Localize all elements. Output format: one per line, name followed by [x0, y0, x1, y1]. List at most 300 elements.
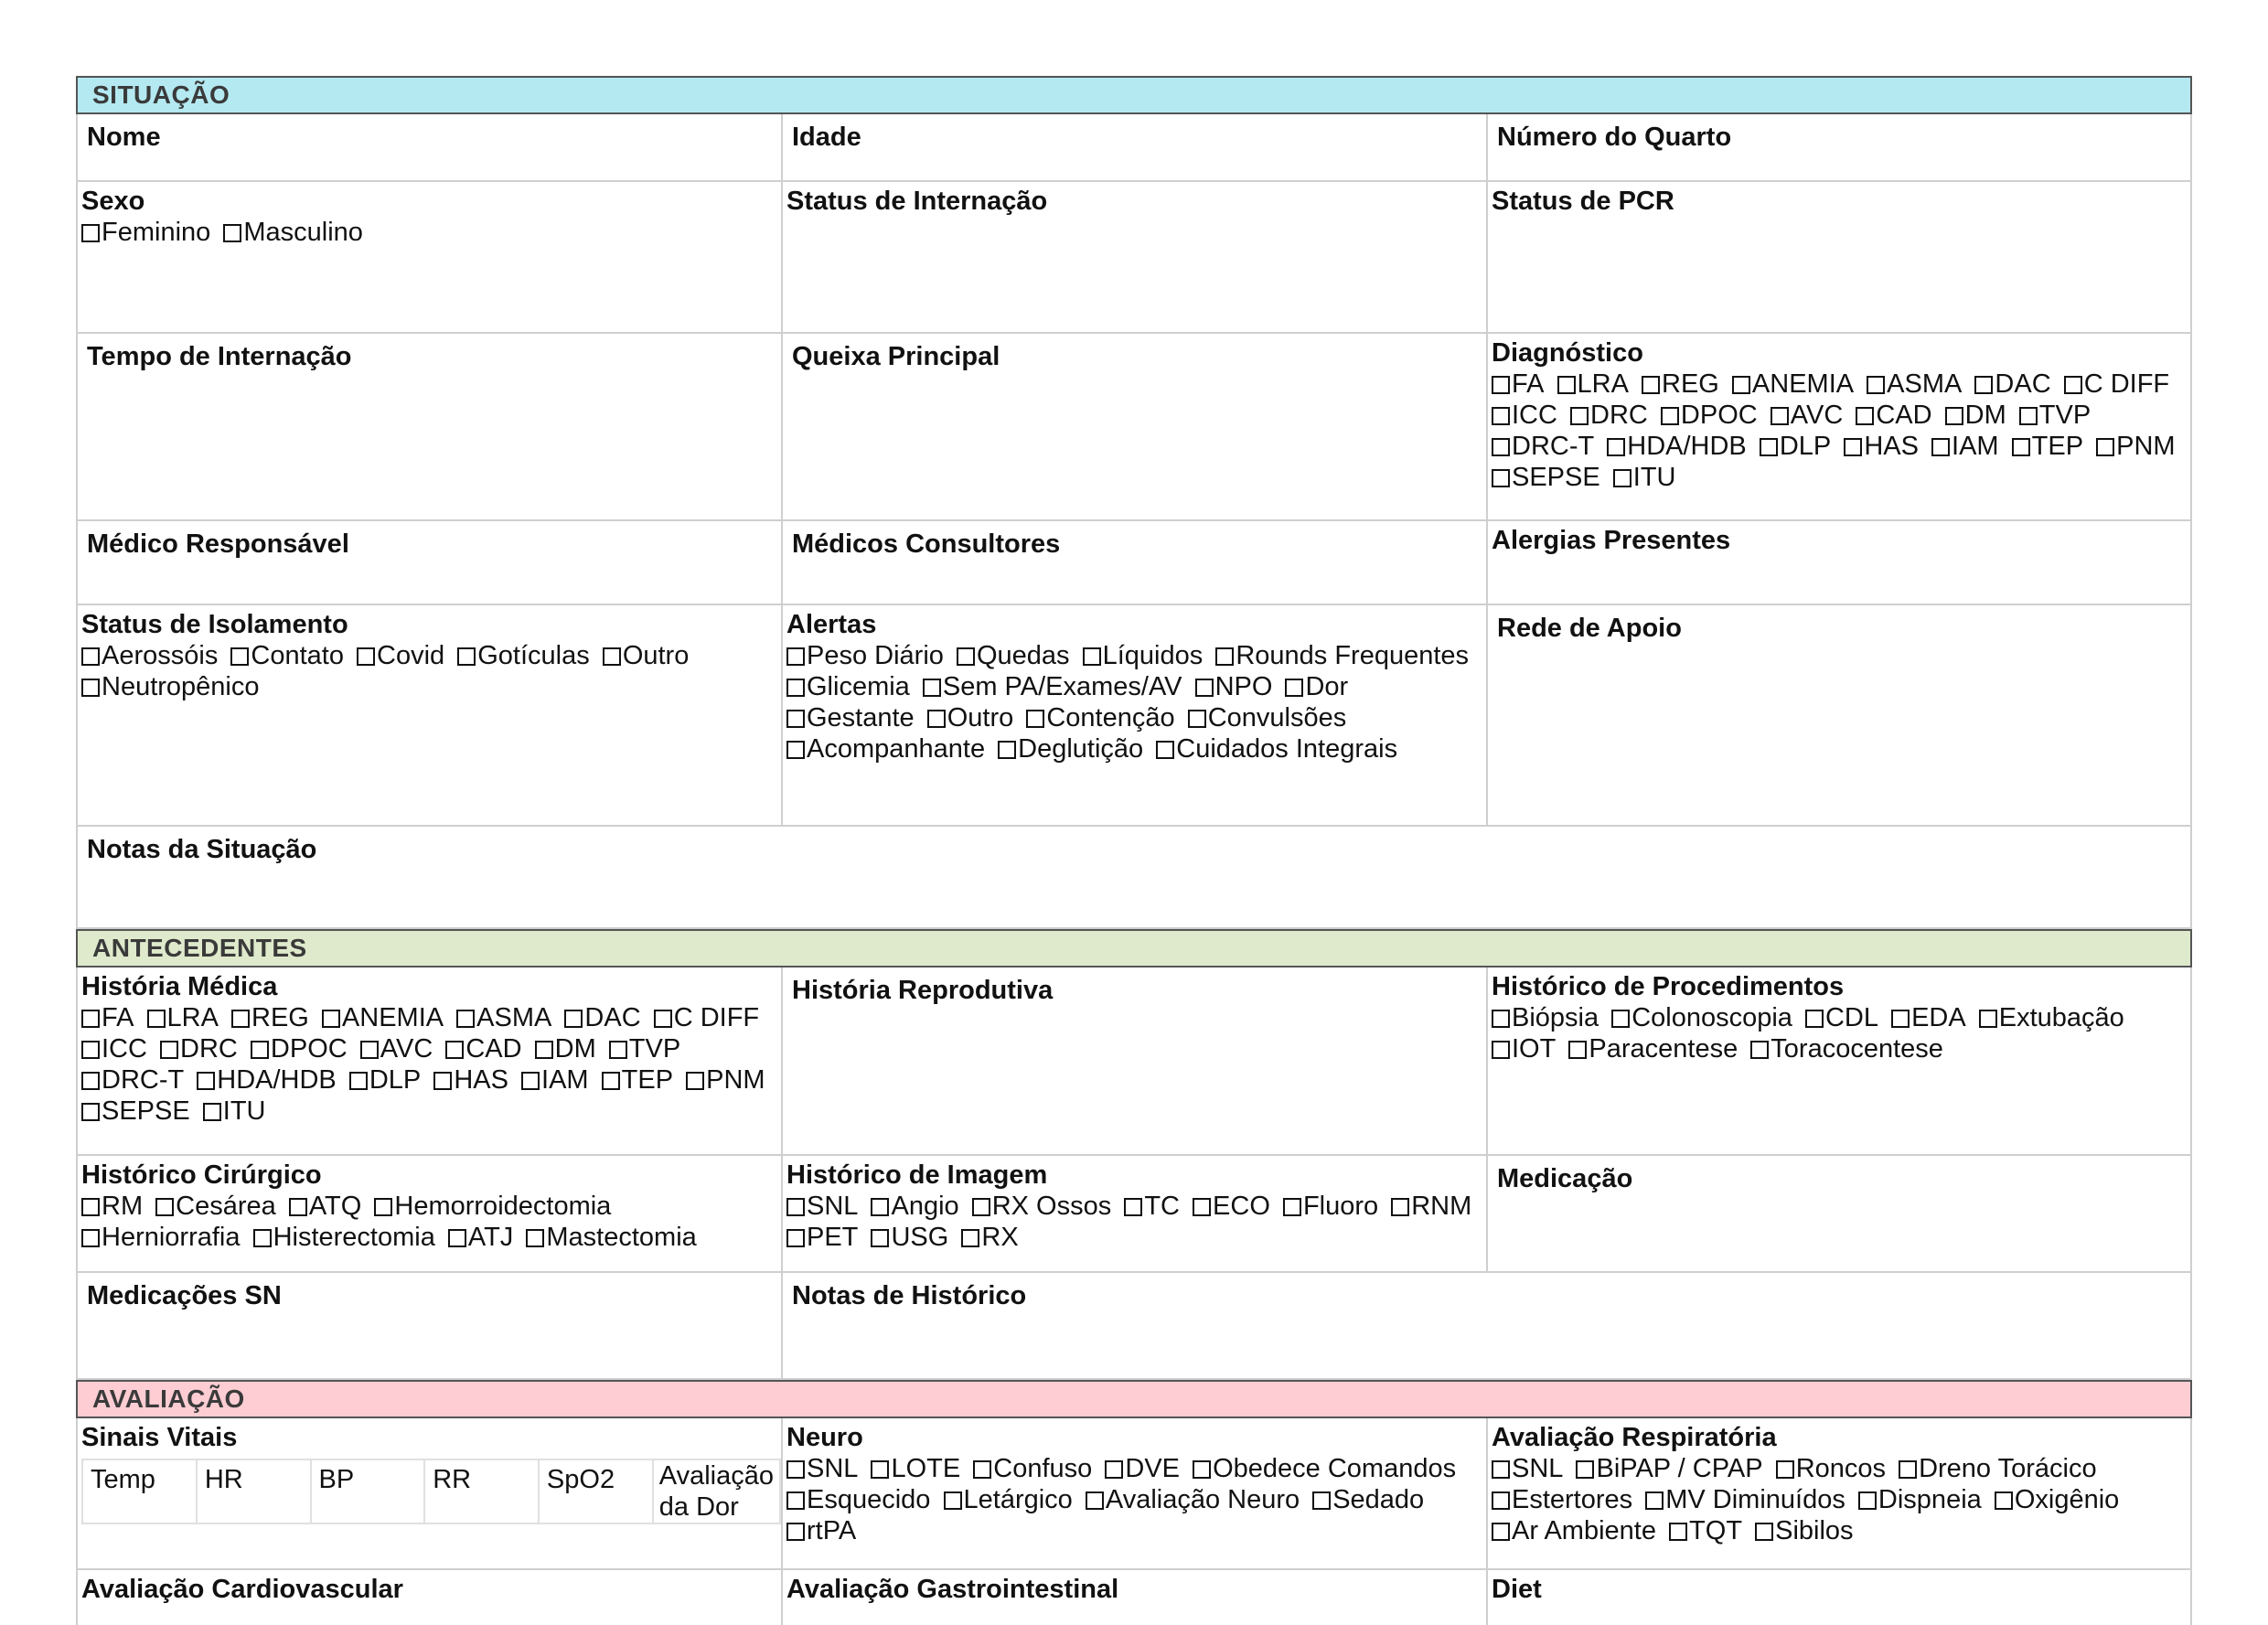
checkbox-option[interactable]	[961, 1223, 1018, 1252]
alertas-options	[786, 640, 1486, 764]
checkbox-icon[interactable]	[231, 1010, 250, 1028]
checkbox-option[interactable]	[1193, 1454, 1456, 1483]
checkbox-option[interactable]	[603, 641, 690, 670]
checkbox-icon[interactable]	[1391, 1198, 1409, 1216]
checkbox-option[interactable]	[927, 703, 1014, 732]
procedimentos-label: Histórico de Procedimentos	[1492, 972, 1845, 1001]
checkbox-option[interactable]	[871, 1192, 958, 1221]
quarto-label: Número do Quarto	[1497, 123, 1732, 152]
checkbox-option[interactable]	[1776, 1454, 1886, 1483]
checkbox-icon[interactable]	[223, 224, 241, 242]
medico-responsavel-field[interactable]	[78, 521, 783, 604]
checkbox-option[interactable]	[1492, 401, 1557, 430]
checkbox-icon[interactable]	[1867, 376, 1885, 394]
checkbox-option[interactable]	[786, 641, 944, 670]
checkbox-label: Rounds Frequentes	[1236, 641, 1470, 670]
checkbox-option[interactable]	[81, 641, 218, 670]
checkbox-icon[interactable]	[1105, 1460, 1123, 1479]
checkbox-icon[interactable]	[197, 1072, 215, 1090]
checkbox-icon[interactable]	[203, 1103, 221, 1121]
checkbox-label: REG	[1662, 369, 1719, 399]
checkbox-option[interactable]	[1105, 1454, 1180, 1483]
checkbox-option[interactable]	[1974, 369, 2050, 399]
checkbox-icon[interactable]	[1931, 438, 1950, 456]
checkbox-label: IOT	[1512, 1034, 1557, 1064]
checkbox-icon[interactable]	[2096, 438, 2114, 456]
checkbox-icon[interactable]	[1285, 679, 1303, 697]
checkbox-option[interactable]	[81, 1223, 241, 1252]
checkbox-option[interactable]	[1899, 1454, 2097, 1483]
checkbox-icon[interactable]	[1195, 679, 1214, 697]
checkbox-option[interactable]	[786, 1485, 930, 1514]
vital-pain-cell[interactable]: Avaliação da Dor	[653, 1459, 780, 1523]
checkbox-option[interactable]	[1576, 1454, 1762, 1483]
checkbox-icon[interactable]	[1492, 438, 1510, 456]
checkbox-option[interactable]	[81, 672, 260, 701]
checkbox-option[interactable]	[871, 1454, 960, 1483]
checkbox-icon[interactable]	[603, 647, 621, 666]
checkbox-icon[interactable]	[160, 1041, 178, 1059]
checkbox-icon[interactable]	[871, 1229, 889, 1247]
checkbox-icon[interactable]	[786, 1460, 805, 1479]
checkbox-option[interactable]	[1732, 369, 1854, 399]
checkbox-option[interactable]	[1492, 1003, 1599, 1032]
checkbox-label: LOTE	[891, 1454, 961, 1483]
checkbox-icon[interactable]	[1979, 1010, 1997, 1028]
checkbox-option[interactable]	[81, 1065, 184, 1095]
checkbox-option[interactable]	[526, 1223, 696, 1252]
checkbox-icon[interactable]	[1492, 376, 1510, 394]
checkbox-label: CDL	[1824, 1003, 1878, 1032]
checkbox-option[interactable]	[609, 1034, 680, 1064]
checkbox-icon[interactable]	[81, 224, 100, 242]
checkbox-icon[interactable]	[786, 1491, 805, 1510]
checkbox-option[interactable]	[1083, 641, 1204, 670]
checkbox-icon[interactable]	[1844, 438, 1862, 456]
checkbox-option[interactable]	[1492, 1485, 1632, 1514]
checkbox-option[interactable]	[1867, 369, 1962, 399]
checkbox-icon[interactable]	[973, 1460, 991, 1479]
checkbox-icon[interactable]	[1805, 1010, 1824, 1028]
checkbox-icon[interactable]	[1776, 1460, 1794, 1479]
checkbox-option[interactable]	[1931, 432, 1999, 461]
checkbox-icon[interactable]	[686, 1072, 704, 1090]
checkbox-icon[interactable]	[1492, 1491, 1510, 1510]
checkbox-option[interactable]	[81, 218, 210, 247]
checkbox-option[interactable]	[147, 1003, 219, 1032]
checkbox-icon[interactable]	[360, 1041, 379, 1059]
checkbox-icon[interactable]	[1026, 710, 1044, 728]
status-pcr-label: Status de PCR	[1492, 187, 1674, 216]
checkbox-icon[interactable]	[2064, 376, 2082, 394]
quarto-field[interactable]	[1488, 114, 2190, 180]
checkbox-icon[interactable]	[1215, 647, 1234, 666]
checkbox-icon[interactable]	[1492, 407, 1510, 425]
checkbox-icon[interactable]	[1661, 407, 1679, 425]
isolamento-options	[81, 640, 781, 702]
checkbox-label: Masculino	[243, 218, 363, 247]
cirurgico-options	[81, 1191, 781, 1253]
tempo-internacao-field[interactable]	[78, 334, 783, 519]
checkbox-option[interactable]	[686, 1065, 765, 1095]
checkbox-icon[interactable]	[81, 1198, 100, 1216]
status-internacao-field[interactable]	[783, 182, 1488, 332]
sexo-options	[81, 217, 781, 248]
checkbox-icon[interactable]	[944, 1491, 962, 1510]
gastrointestinal-field[interactable]	[783, 1570, 1488, 1625]
checkbox-option[interactable]	[998, 734, 1143, 764]
checkbox-icon[interactable]	[923, 679, 941, 697]
checkbox-icon[interactable]	[1732, 376, 1750, 394]
cardiovascular-field[interactable]	[78, 1570, 783, 1625]
checkbox-option[interactable]	[1669, 1516, 1742, 1545]
checkbox-icon[interactable]	[972, 1198, 990, 1216]
checkbox-label: Contato	[251, 641, 344, 670]
checkbox-icon[interactable]	[357, 647, 375, 666]
checkbox-icon[interactable]	[2012, 438, 2030, 456]
checkbox-icon[interactable]	[230, 647, 249, 666]
checkbox-option[interactable]	[1856, 401, 1931, 430]
checkbox-icon[interactable]	[602, 1072, 620, 1090]
checkbox-icon[interactable]	[81, 1072, 100, 1090]
checkbox-icon[interactable]	[1083, 647, 1101, 666]
checkbox-label: Glicemia	[807, 672, 910, 701]
checkbox-option[interactable]	[1755, 1516, 1853, 1545]
notas-historico-field[interactable]	[783, 1273, 2190, 1378]
checkbox-option[interactable]	[230, 641, 344, 670]
checkbox-option[interactable]	[360, 1034, 433, 1064]
checkbox-label: RX	[981, 1223, 1019, 1252]
checkbox-option[interactable]	[1492, 1516, 1656, 1545]
checkbox-option[interactable]	[871, 1223, 948, 1252]
checkbox-icon[interactable]	[1995, 1491, 2013, 1510]
checkbox-option[interactable]	[654, 1003, 759, 1032]
checkbox-icon[interactable]	[1642, 376, 1660, 394]
checkbox-icon[interactable]	[998, 741, 1016, 759]
checkbox-icon[interactable]	[1974, 376, 1993, 394]
checkbox-option[interactable]	[957, 641, 1070, 670]
checkbox-label: TEP	[621, 1065, 674, 1095]
checkbox-option[interactable]	[203, 1096, 266, 1126]
isolamento-label: Status de Isolamento	[81, 610, 348, 639]
medicos-consultores-field[interactable]	[783, 521, 1488, 604]
checkbox-icon[interactable]	[786, 647, 805, 666]
checkbox-icon[interactable]	[433, 1072, 452, 1090]
checkbox-option[interactable]	[1492, 432, 1594, 461]
checkbox-label: AVC	[1790, 401, 1844, 430]
checkbox-icon[interactable]	[1283, 1198, 1301, 1216]
alergias-field[interactable]	[1488, 521, 2190, 604]
medicacao-field[interactable]	[1488, 1156, 2190, 1271]
checkbox-icon[interactable]	[1607, 438, 1625, 456]
checkbox-icon[interactable]	[1492, 1460, 1510, 1479]
rede-apoio-field[interactable]	[1488, 605, 2190, 825]
checkbox-icon[interactable]	[1613, 469, 1631, 487]
checkbox-label: Neutropênico	[102, 672, 260, 701]
checkbox-icon[interactable]	[1750, 1041, 1769, 1059]
checkbox-label: Sibilos	[1775, 1516, 1854, 1545]
checkbox-option[interactable]	[349, 1065, 421, 1095]
vital-spo2-cell[interactable]: SpO2	[539, 1459, 653, 1523]
checkbox-option[interactable]	[1613, 463, 1676, 492]
checkbox-option[interactable]	[1188, 703, 1347, 732]
checkbox-icon[interactable]	[155, 1198, 174, 1216]
checkbox-icon[interactable]	[1124, 1198, 1142, 1216]
checkbox-icon[interactable]	[786, 679, 805, 697]
notas-historico-label: Notas de Histórico	[792, 1281, 1027, 1310]
checkbox-icon[interactable]	[457, 647, 476, 666]
checkbox-option[interactable]	[1995, 1485, 2119, 1514]
vital-bp-cell[interactable]: BP	[311, 1459, 425, 1523]
checkbox-option[interactable]	[1193, 1192, 1270, 1221]
checkbox-option[interactable]	[160, 1034, 238, 1064]
checkbox-icon[interactable]	[81, 1229, 100, 1247]
checkbox-option[interactable]	[1750, 1034, 1943, 1064]
checkbox-option[interactable]	[602, 1065, 673, 1095]
checkbox-option[interactable]	[535, 1034, 596, 1064]
checkbox-option[interactable]	[1283, 1192, 1378, 1221]
checkbox-option[interactable]	[357, 641, 444, 670]
checkbox-option[interactable]	[1492, 369, 1544, 399]
checkbox-icon[interactable]	[81, 1103, 100, 1121]
checkbox-label: Covid	[377, 641, 445, 670]
checkbox-icon[interactable]	[609, 1041, 627, 1059]
checkbox-option[interactable]	[1645, 1485, 1845, 1514]
checkbox-option[interactable]	[223, 218, 363, 247]
checkbox-icon[interactable]	[1669, 1523, 1687, 1541]
checkbox-icon[interactable]	[448, 1229, 466, 1247]
checkbox-icon[interactable]	[1899, 1460, 1917, 1479]
checkbox-icon[interactable]	[786, 741, 805, 759]
checkbox-option[interactable]	[155, 1192, 276, 1221]
checkbox-option[interactable]	[1124, 1192, 1180, 1221]
checkbox-icon[interactable]	[456, 1010, 475, 1028]
checkbox-option[interactable]	[786, 734, 985, 764]
checkbox-option[interactable]	[1492, 1454, 1563, 1483]
checkbox-icon[interactable]	[786, 1198, 805, 1216]
checkbox-icon[interactable]	[1945, 407, 1963, 425]
checkbox-option[interactable]	[1771, 401, 1843, 430]
checkbox-icon[interactable]	[374, 1198, 392, 1216]
gastrointestinal-label: Avaliação Gastrointestinal	[786, 1575, 1119, 1604]
checkbox-icon[interactable]	[1645, 1491, 1664, 1510]
checkbox-option[interactable]	[944, 1485, 1073, 1514]
checkbox-option[interactable]	[2012, 432, 2083, 461]
checkbox-icon[interactable]	[1492, 1041, 1510, 1059]
checkbox-icon[interactable]	[1576, 1460, 1594, 1479]
checkbox-option[interactable]	[1492, 463, 1600, 492]
checkbox-option[interactable]	[1945, 401, 2006, 430]
checkbox-option[interactable]	[81, 1192, 143, 1221]
checkbox-icon[interactable]	[81, 1010, 100, 1028]
checkbox-option[interactable]	[2019, 401, 2091, 430]
checkbox-label: Obedece Comandos	[1213, 1454, 1457, 1483]
checkbox-icon[interactable]	[1568, 1041, 1587, 1059]
checkbox-option[interactable]	[1557, 369, 1629, 399]
checkbox-option[interactable]	[521, 1065, 589, 1095]
checkbox-label: Convulsões	[1207, 703, 1347, 732]
checkbox-option[interactable]	[786, 1454, 858, 1483]
checkbox-icon[interactable]	[786, 710, 805, 728]
checkbox-option[interactable]	[1086, 1485, 1300, 1514]
checkbox-option[interactable]	[289, 1192, 361, 1221]
checkbox-icon[interactable]	[349, 1072, 368, 1090]
checkbox-option[interactable]	[1607, 432, 1747, 461]
checkbox-icon[interactable]	[1570, 407, 1589, 425]
checkbox-option[interactable]	[1312, 1485, 1424, 1514]
checkbox-option[interactable]	[2064, 369, 2169, 399]
checkbox-option[interactable]	[1760, 432, 1831, 461]
checkbox-icon[interactable]	[521, 1072, 540, 1090]
form-row	[76, 334, 2192, 521]
checkbox-option[interactable]	[81, 1003, 134, 1032]
checkbox-label: Fluoro	[1302, 1192, 1379, 1221]
checkbox-icon[interactable]	[1858, 1491, 1877, 1510]
checkbox-icon[interactable]	[957, 647, 975, 666]
checkbox-icon[interactable]	[871, 1198, 889, 1216]
checkbox-icon[interactable]	[1771, 407, 1789, 425]
checkbox-icon[interactable]	[1312, 1491, 1331, 1510]
checkbox-icon[interactable]	[81, 647, 100, 666]
checkbox-icon[interactable]	[81, 679, 100, 697]
checkbox-option[interactable]	[1195, 672, 1273, 701]
checkbox-option[interactable]	[1156, 734, 1397, 764]
checkbox-icon[interactable]	[1492, 1523, 1510, 1541]
checkbox-option[interactable]	[972, 1192, 1112, 1221]
vital-hr-cell[interactable]: HR	[197, 1459, 311, 1523]
checkbox-icon[interactable]	[654, 1010, 672, 1028]
checkbox-label: Avaliação Neuro	[1105, 1485, 1300, 1514]
vital-rr-cell[interactable]: RR	[424, 1459, 539, 1523]
checkbox-option[interactable]	[1844, 432, 1919, 461]
vital-temp-cell[interactable]: Temp	[82, 1459, 197, 1523]
checkbox-icon[interactable]	[445, 1041, 464, 1059]
checkbox-option[interactable]	[1858, 1485, 1982, 1514]
checkbox-option[interactable]	[786, 1516, 856, 1545]
checkbox-label: MV Diminuídos	[1665, 1485, 1845, 1514]
checkbox-icon[interactable]	[526, 1229, 544, 1247]
checkbox-option[interactable]	[786, 1192, 858, 1221]
respiratoria-field	[1488, 1418, 2190, 1568]
checkbox-option[interactable]	[1215, 641, 1469, 670]
checkbox-option[interactable]	[564, 1003, 640, 1032]
checkbox-label: Sedado	[1332, 1485, 1425, 1514]
checkbox-option[interactable]	[457, 641, 590, 670]
checkbox-option[interactable]	[1979, 1003, 2124, 1032]
checkbox-icon[interactable]	[1891, 1010, 1910, 1028]
idade-field[interactable]	[783, 114, 1488, 180]
status-pcr-field[interactable]	[1488, 182, 2190, 332]
checkbox-icon[interactable]	[1086, 1491, 1104, 1510]
checkbox-icon[interactable]	[564, 1010, 583, 1028]
checkbox-icon[interactable]	[147, 1010, 166, 1028]
checkbox-option[interactable]	[251, 1034, 348, 1064]
checkbox-icon[interactable]	[786, 1523, 805, 1541]
checkbox-icon[interactable]	[1760, 438, 1778, 456]
checkbox-icon[interactable]	[1492, 469, 1510, 487]
medicacoes-sn-field[interactable]	[78, 1273, 783, 1378]
checkbox-option[interactable]	[786, 703, 915, 732]
checkbox-icon[interactable]	[1193, 1460, 1211, 1479]
checkbox-option[interactable]	[433, 1065, 508, 1095]
checkbox-icon[interactable]	[1188, 710, 1206, 728]
checkbox-icon[interactable]	[871, 1460, 889, 1479]
checkbox-option[interactable]	[1570, 401, 1648, 430]
checkbox-icon[interactable]	[786, 1229, 805, 1247]
checkbox-label: Cuidados Integrais	[1176, 734, 1398, 764]
checkbox-option[interactable]	[1492, 1034, 1556, 1064]
checkbox-option[interactable]	[1642, 369, 1719, 399]
diet-field[interactable]	[1488, 1570, 2190, 1625]
checkbox-label: RX Ossos	[991, 1192, 1112, 1221]
checkbox-icon[interactable]	[1193, 1198, 1211, 1216]
queixa-field[interactable]	[783, 334, 1488, 519]
checkbox-option[interactable]	[322, 1003, 444, 1032]
checkbox-icon[interactable]	[1755, 1523, 1773, 1541]
checkbox-option[interactable]	[786, 1223, 858, 1252]
checkbox-option[interactable]	[231, 1003, 309, 1032]
checkbox-option[interactable]	[1805, 1003, 1878, 1032]
medico-responsavel-label: Médico Responsável	[87, 529, 349, 559]
checkbox-option[interactable]	[253, 1223, 435, 1252]
checkbox-option[interactable]	[374, 1192, 611, 1221]
checkbox-icon[interactable]	[1611, 1010, 1630, 1028]
checkbox-icon[interactable]	[251, 1041, 269, 1059]
checkbox-icon[interactable]	[927, 710, 946, 728]
checkbox-label: LRA	[1577, 369, 1629, 399]
checkbox-option[interactable]	[1891, 1003, 1966, 1032]
checkbox-option[interactable]	[1568, 1034, 1738, 1064]
checkbox-icon[interactable]	[2019, 407, 2038, 425]
checkbox-icon[interactable]	[253, 1229, 272, 1247]
historia-reprodutiva-label: História Reprodutiva	[792, 976, 1054, 1005]
checkbox-option[interactable]	[81, 1034, 147, 1064]
nome-field[interactable]	[78, 114, 783, 180]
checkbox-option[interactable]	[448, 1223, 513, 1252]
checkbox-icon[interactable]	[289, 1198, 307, 1216]
checkbox-option[interactable]	[456, 1003, 551, 1032]
section-header-antecedentes: ANTECEDENTES	[76, 929, 2192, 968]
checkbox-option[interactable]	[1611, 1003, 1792, 1032]
checkbox-label: Cesárea	[176, 1192, 276, 1221]
checkbox-option[interactable]	[1391, 1192, 1471, 1221]
checkbox-option[interactable]	[1661, 401, 1758, 430]
checkbox-option[interactable]	[1285, 672, 1348, 701]
checkbox-option[interactable]	[197, 1065, 337, 1095]
historia-reprodutiva-field[interactable]	[783, 968, 1488, 1154]
notas-situacao-field[interactable]	[78, 827, 2190, 927]
checkbox-label: PET	[807, 1223, 859, 1252]
checkbox-icon[interactable]	[1156, 741, 1174, 759]
checkbox-icon[interactable]	[81, 1041, 100, 1059]
checkbox-icon[interactable]	[961, 1229, 979, 1247]
checkbox-option[interactable]	[81, 1096, 190, 1126]
checkbox-icon[interactable]	[1856, 407, 1874, 425]
checkbox-option[interactable]	[2096, 432, 2175, 461]
checkbox-option[interactable]	[973, 1454, 1092, 1483]
checkbox-icon[interactable]	[535, 1041, 553, 1059]
sexo-label: Sexo	[81, 187, 145, 216]
checkbox-icon[interactable]	[322, 1010, 340, 1028]
checkbox-option[interactable]	[445, 1034, 521, 1064]
checkbox-option[interactable]	[786, 672, 910, 701]
checkbox-label: PNM	[706, 1065, 765, 1095]
checkbox-label: NPO	[1214, 672, 1273, 701]
checkbox-option[interactable]	[923, 672, 1182, 701]
checkbox-icon[interactable]	[1557, 376, 1576, 394]
checkbox-icon[interactable]	[1492, 1010, 1510, 1028]
checkbox-option[interactable]	[1026, 703, 1174, 732]
